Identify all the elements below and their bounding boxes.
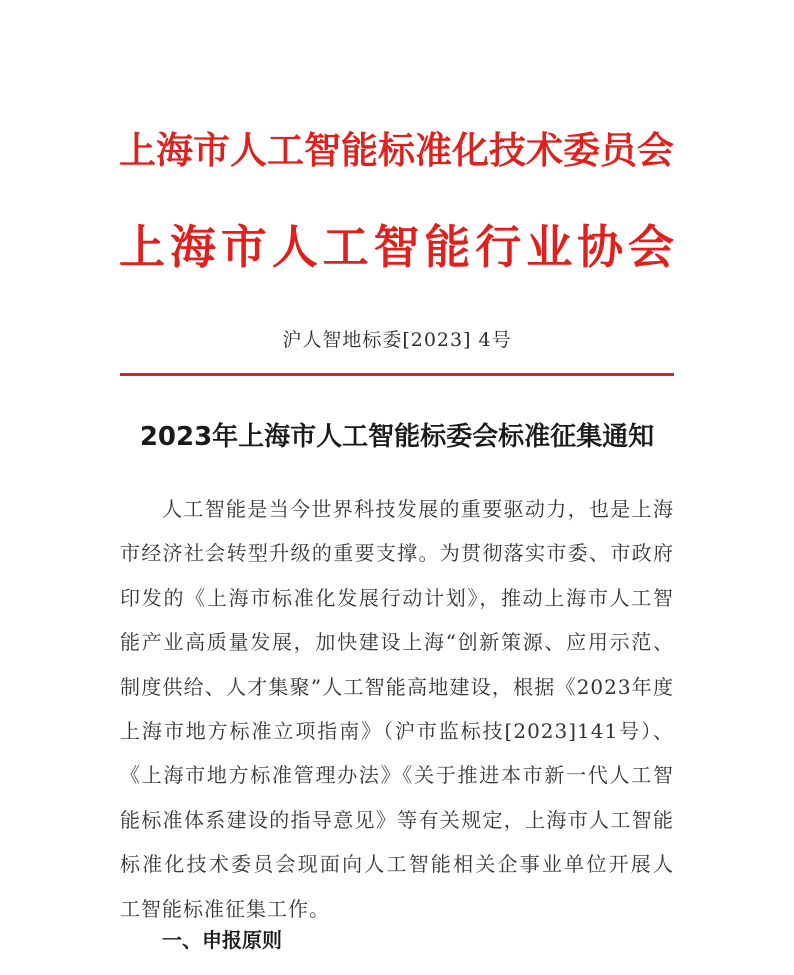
paragraph-line: 能产业高质量发展，加快建设上海“创新策源、应用示范、 (120, 630, 674, 655)
section-heading: 一、申报原则 (162, 928, 282, 952)
paragraph-line: 工智能标准征集工作。 (120, 896, 330, 921)
paragraph-line: 能标准体系建设的指导意见》等有关规定，上海市人工智能 (120, 807, 674, 832)
paragraph-line: 印发的《上海市标准化发展行动计划》，推动上海市人工智 (120, 585, 674, 610)
paragraph-line: 上海市地方标准立项指南》（沪市监标技[2023]141号）、 (120, 718, 674, 743)
notice-body (120, 487, 674, 931)
paragraph-line: 制度供给、人才集聚”人工智能高地建设，根据《2023年度 (120, 674, 674, 699)
issuer-name-1: 上海市人工智能标准化技术委员会 (119, 128, 674, 172)
notice-title: 2023年上海市人工智能标委会标准征集通知 (139, 422, 655, 452)
red-divider (120, 373, 674, 376)
paragraph-line: 《上海市地方标准管理办法》《关于推进本市新一代人工智 (120, 763, 674, 788)
issuer-name-2: 上海市人工智能行业协会 (119, 220, 674, 274)
paragraph-line: 标准化技术委员会现面向人工智能相关企事业单位开展人 (120, 852, 674, 877)
document-number: 沪人智地标委[2023] 4号 (282, 329, 512, 351)
paragraph-line: 人工智能是当今世界科技发展的重要驱动力，也是上海 (162, 497, 674, 521)
paragraph-line: 市经济社会转型升级的重要支撑。为贯彻落实市委、市政府 (120, 541, 674, 566)
